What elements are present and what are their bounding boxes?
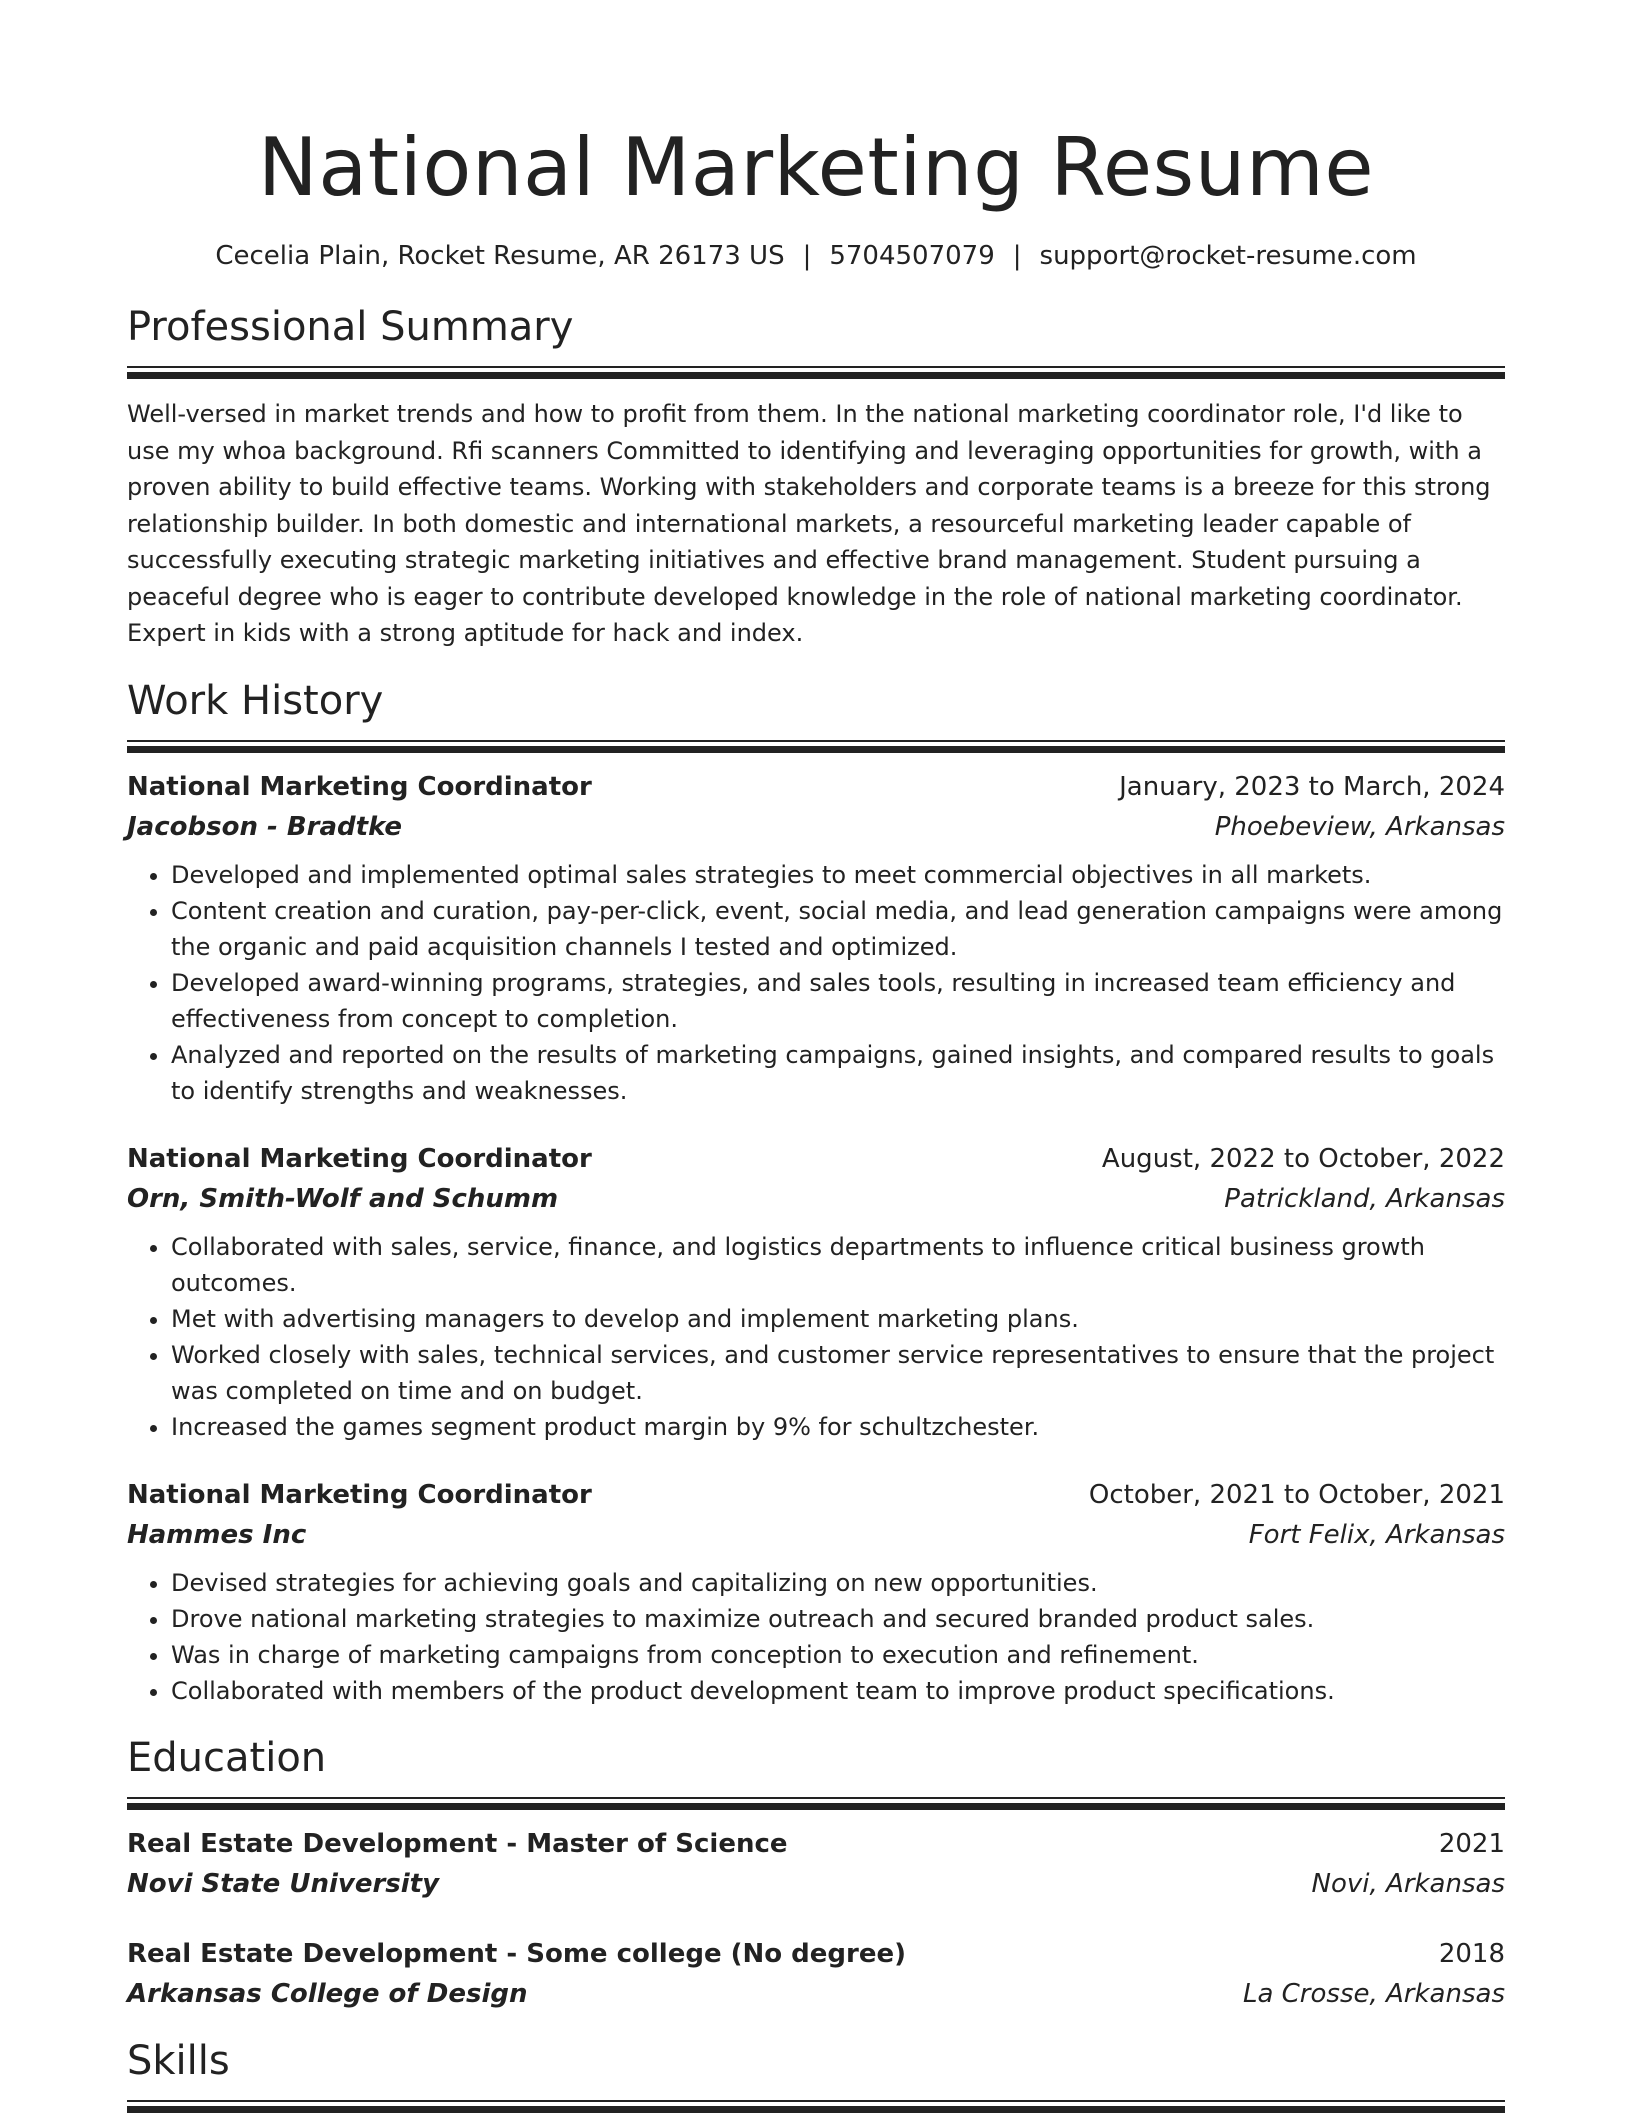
job-location: Patrickland, Arkansas [1224, 1183, 1505, 1214]
section-title-education: Education [127, 1734, 327, 1781]
section-divider [127, 1797, 1505, 1810]
resume-title: National Marketing Resume [257, 121, 1375, 214]
education-degree: Real Estate Development - Some college (No degree) [127, 1938, 907, 1969]
job-company-row [127, 1179, 1505, 1219]
education-school: Novi State University [127, 1868, 440, 1899]
contact-line [127, 238, 1505, 274]
job-bullet: • Content creation and curation, pay-per-click, event, social media, and lead generation campaigns were among the organic and paid acquisition channels I tested and optimized. [171, 893, 1505, 965]
skills-section [127, 2036, 1505, 2113]
job-dates: August, 2022 to October, 2022 [1101, 1143, 1505, 1174]
job-bullet: • Met with advertising managers to develop and implement marketing plans. [171, 1301, 1505, 1337]
job-entry [127, 1475, 1505, 1709]
education-entry [127, 1934, 1505, 2014]
job-bullets [127, 1229, 1505, 1445]
job-bullet: • Developed and implemented optimal sales strategies to meet commercial objectives in all markets. [171, 857, 1505, 893]
summary-section [127, 302, 1505, 652]
education-header-row [127, 1824, 1505, 1864]
education-section [127, 1733, 1505, 2014]
job-bullet: • Collaborated with members of the product development team to improve product specifications. [171, 1673, 1505, 1709]
job-bullet: • Increased the games segment product margin by 9% for schultzchester. [171, 1409, 1505, 1445]
education-year: 2018 [1438, 1938, 1505, 1969]
job-company-row [127, 807, 1505, 847]
education-school-row [127, 1864, 1505, 1904]
job-entry [127, 767, 1505, 1109]
job-entry [127, 1139, 1505, 1445]
summary-text: Well-versed in market trends and how to profit from them. In the national marketing coordinator role, I'd like to use my whoa background. Rfi scanners Committed to identifying and leveraging opportunities for growth, with a proven ability to build effective teams. Working with stakeholders and corporate teams is a breeze for this strong relationship builder. In both domestic and international markets, a resourceful marketing leader capable of successfully executing strategic marketing initiatives and effective brand management. Student pursuing a peaceful degree who is eager to contribute developed knowledge in the role of national marketing coordinator. Expert in kids with a strong aptitude for hack and index. [127, 400, 1491, 647]
job-company: Orn, Smith-Wolf and Schumm [127, 1183, 559, 1214]
job-bullet: • Devised strategies for achieving goals and capitalizing on new opportunities. [171, 1565, 1505, 1601]
job-bullet: • Collaborated with sales, service, finance, and logistics departments to influence critical business growth outcomes. [171, 1229, 1505, 1301]
job-company: Jacobson - Bradtke [127, 811, 403, 842]
job-dates: October, 2021 to October, 2021 [1088, 1479, 1505, 1510]
section-divider [127, 2100, 1505, 2113]
section-title-work: Work History [127, 677, 384, 724]
job-location: Phoebeview, Arkansas [1214, 811, 1505, 842]
section-title-summary: Professional Summary [127, 304, 574, 350]
job-title: National Marketing Coordinator [127, 1479, 592, 1510]
education-location: Novi, Arkansas [1311, 1868, 1505, 1899]
work-section [127, 676, 1505, 1709]
contact-email: support@rocket-resume.com [1039, 241, 1417, 271]
job-dates: January, 2023 to March, 2024 [1119, 771, 1505, 802]
job-header-row [127, 1475, 1505, 1515]
job-company-row [127, 1515, 1505, 1555]
education-degree: Real Estate Development - Master of Science [127, 1828, 788, 1859]
contact-separator: | [802, 241, 812, 271]
section-title-skills: Skills [127, 2037, 230, 2084]
education-year: 2021 [1438, 1828, 1505, 1859]
job-title: National Marketing Coordinator [127, 1143, 592, 1174]
job-location: Fort Felix, Arkansas [1248, 1519, 1505, 1550]
job-title: National Marketing Coordinator [127, 771, 592, 802]
job-bullet: • Analyzed and reported on the results of marketing campaigns, gained insights, and compared results to goals to identify strengths and weaknesses. [171, 1037, 1505, 1109]
job-bullet: • Developed award-winning programs, strategies, and sales tools, resulting in increased team efficiency and effectiveness from concept to completion. [171, 965, 1505, 1037]
education-school: Arkansas College of Design [127, 1978, 528, 2009]
job-bullets [127, 1565, 1505, 1709]
job-header-row [127, 767, 1505, 807]
education-header-row [127, 1934, 1505, 1974]
section-divider [127, 366, 1505, 379]
job-bullet: • Drove national marketing strategies to maximize outreach and secured branded product sales. [171, 1601, 1505, 1637]
contact-phone: 5704507079 [829, 241, 995, 271]
education-location: La Crosse, Arkansas [1242, 1978, 1505, 2009]
education-school-row [127, 1974, 1505, 2014]
job-bullets [127, 857, 1505, 1109]
contact-address: Cecelia Plain, Rocket Resume, AR 26173 US [215, 241, 785, 271]
job-company: Hammes Inc [127, 1519, 307, 1550]
job-bullet: • Was in charge of marketing campaigns from conception to execution and refinement. [171, 1637, 1505, 1673]
job-header-row [127, 1139, 1505, 1179]
section-divider [127, 740, 1505, 753]
job-bullet: • Worked closely with sales, technical services, and customer service representatives to ensure that the project was completed on time and on budget. [171, 1337, 1505, 1409]
education-entry [127, 1824, 1505, 1904]
contact-separator: | [1012, 241, 1022, 271]
